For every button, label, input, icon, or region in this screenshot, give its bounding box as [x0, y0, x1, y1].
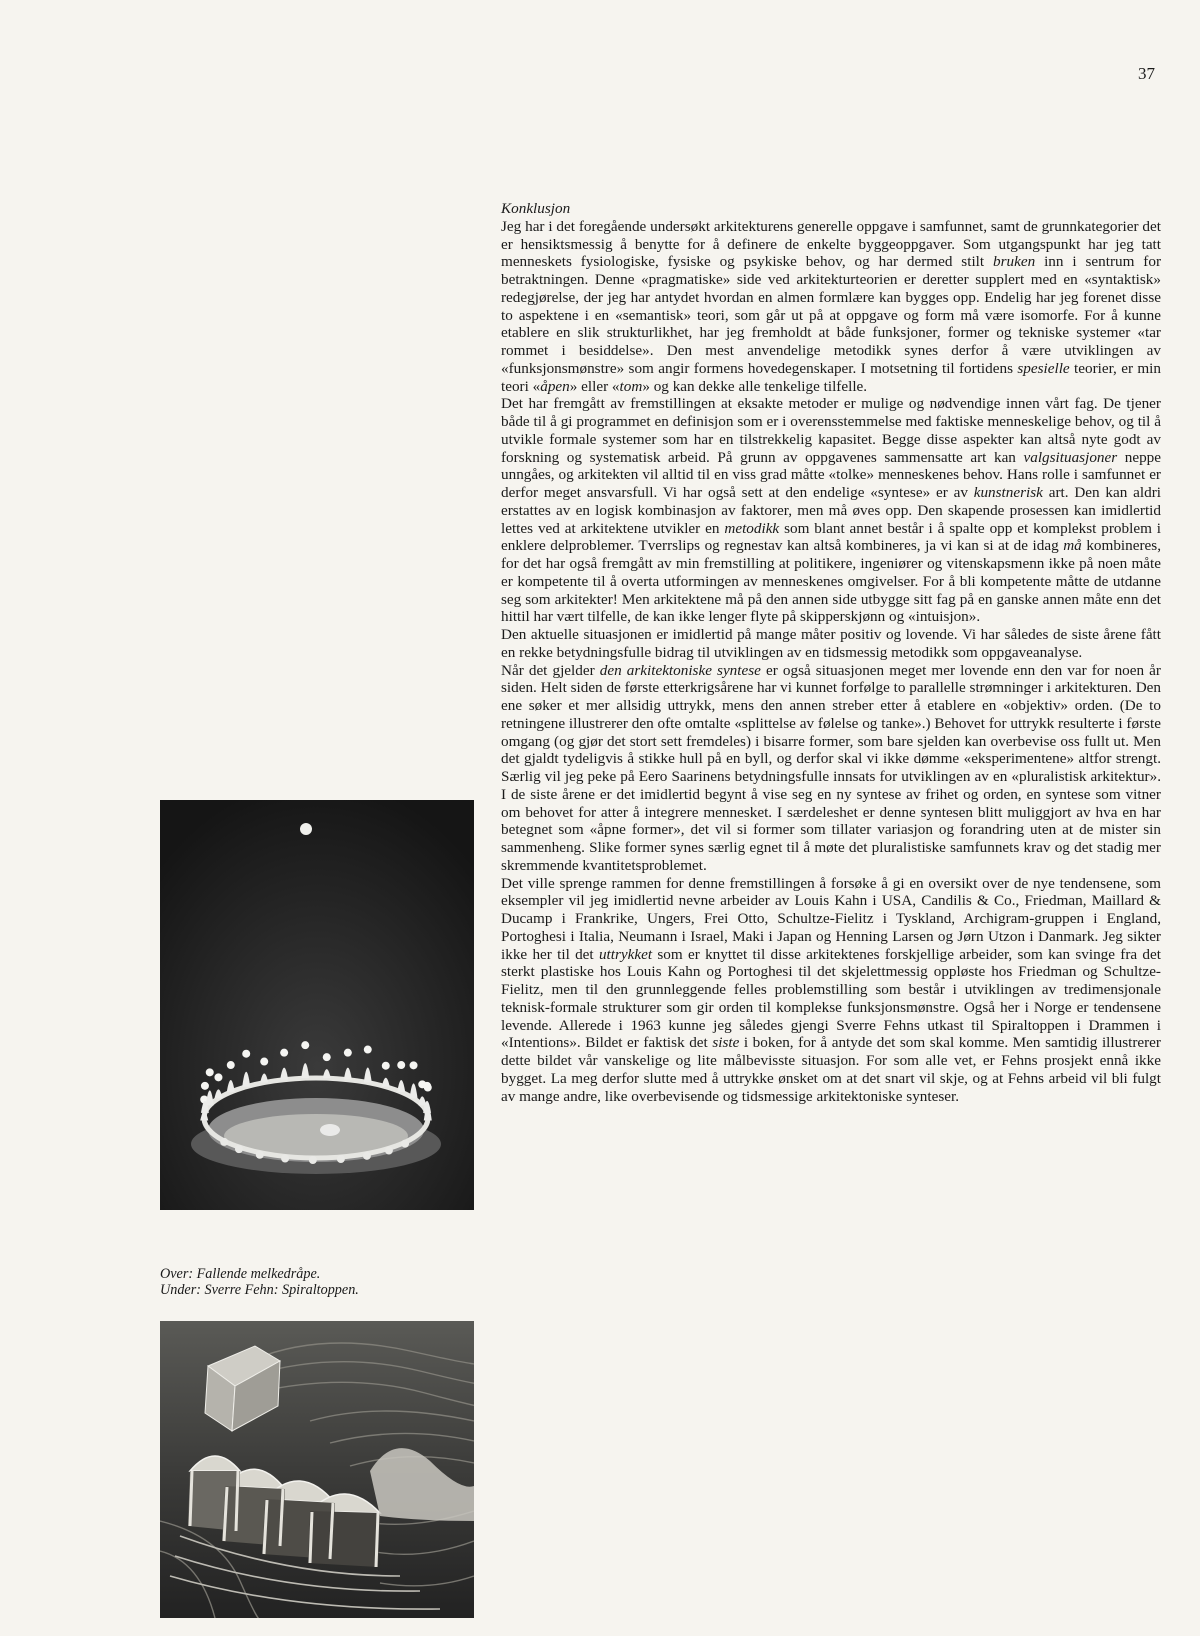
splash-highlight	[320, 1124, 340, 1136]
crown-droplet	[301, 1041, 309, 1049]
page-number: 37	[1138, 64, 1155, 83]
crown-droplet	[214, 1073, 222, 1081]
front-droplet	[337, 1155, 345, 1163]
crown-droplet	[206, 1068, 214, 1076]
spiraltoppen-model-photo	[160, 1321, 474, 1618]
crown-droplet	[424, 1084, 432, 1092]
crown-droplet	[382, 1062, 390, 1070]
crown-droplet	[242, 1050, 250, 1058]
front-droplet	[309, 1156, 317, 1164]
front-droplet	[220, 1138, 228, 1146]
paragraph-3: Den aktuelle situasjonen er imidlertid på mange måter positiv og lovende. Vi har således de siste årene fått en rekke betydningsfulle bidrag til utviklingen av en tidsmessig metodikk som oppgaveanalyse.	[501, 626, 1161, 661]
front-droplet	[235, 1145, 243, 1153]
paragraph-1: Jeg har i det foregående undersøkt arkitekturens generelle oppgave i samfunnet, samt de grunnkategorier det er hensiktsmessig å benytte for å definere de enkelte byggeoppgaver. Som utgangspunkt har jeg tatt menneskets fysiologiske, fysiske og psykiske behov, og har dermed stilt bruken inn i sentrum for betraktningen. Denne «pragmatiske» side ved arkitekturteorien er deretter supplert med en «syntaktisk» redegjørelse, der jeg har antydet hvordan en almen formlære kan bygges opp. Endelig har jeg forenet disse to aspektene i en «semantisk» teori, som går ut på at oppgave og form må være isomorfe. For å kunne etablere en slik strukturlikhet, har jeg fremholdt at både funksjoner, former og tekniske systemer «tar rommet i besiddelse». Den mest anvendelige metodikk synes derfor å være utviklingen av «funksjonsmønstre» som angir formens hovedegenskaper. I motsetning til fortidens spesielle teorier, er min teori «åpen» eller «tom» og kan dekke alle tenkelige tilfelle.	[501, 217, 1162, 395]
crown-droplet	[201, 1082, 209, 1090]
crown-droplet	[410, 1061, 418, 1069]
section-heading: Konklusjon	[501, 200, 571, 217]
front-droplet	[363, 1152, 371, 1160]
crown-droplet	[344, 1049, 352, 1057]
front-droplet	[256, 1151, 264, 1159]
front-droplet	[385, 1147, 393, 1155]
crown-droplet	[397, 1061, 405, 1069]
crown-droplet	[227, 1061, 235, 1069]
paragraph-5: Det ville sprenge rammen for denne fremstillingen å forsøke å gi en oversikt over de nye tendensene, som eksempler vil jeg imidlertid nevne arbeider av Louis Kahn i USA, Candilis & Co., Friedman, Maillard & Ducamp i Frankrike, Ungers, Frei Otto, Schultze-Fielitz i Tyskland, Archigram-gruppen i England, Portoghesi i Italia, Neumann i Israel, Maki i Japan og Henning Larsen og Jørn Utzon i Danmark. Jeg sikter ikke her til det uttrykket som er knyttet til disse arkitektenes forskjellige arbeider, som kan svinge fra det sterkt plastiske hos Louis Kahn og Portoghesi til det skjelettmessig oppløste hos Friedman og Schultze-Fielitz, men til den grunnleggende felles problemstilling som består i utviklingen av tredimensjonale teknisk-formale strukturer som gir orden til komplekse funksjonsmønstre. Også her i Norge er tendensene levende. Allerede i 1963 kunne jeg således gjengi Sverre Fehns utkast til Spiraltoppen i Drammen i «Intentions». Bildet er faktisk det siste i boken, for å antyde det som skal komme. Men samtidig illustrerer dette bildet vår vanskelige og lite målbevisste situasjon. For som alle vet, er Fehns prosjekt ennå ikke bygget. La meg derfor slutte med å uttrykke ønsket om at det snart vil skje, og at Fehns arbeid vil bli fulgt av mange andre, like overbevisende og tidsmessige arkitektoniske synteser.	[501, 874, 1161, 1105]
crown-droplet	[364, 1046, 372, 1054]
paragraph-2: Det har fremgått av fremstillingen at eksakte metoder er mulige og nødvendige innen vårt fag. De tjener både til å gi programmet en definisjon som er i overensstemmelse med faktiske menneskelige behov, og til å utvikle formale systemer som har en tilstrekkelig kapasitet. Begge disse aspekter kan altså nyte godt av forskning og systematisk arbeid. På grunn av oppgavenes sammensatte art kan valgsituasjoner neppe unngåes, og arkitekten vil alltid til en viss grad måtte «tolke» menneskenes behov. Hans rolle i samfunnet er derfor meget ansvarsfull. Vi har også sett at den endelige «syntese» er av kunstnerisk art. Den kan aldri erstattes av en logisk kombinasjon av faktorer, men må øves opp. Den skapende prosessen kan imidlertid lettes ved at arkitektene utvikler en metodikk som blant annet består i å spalte opp et komplekst problem i enklere delproblemer. Tverrslips og regnestav kan altså kombineres, ja vi kan si at de idag må kombineres, for det har også fremgått av min fremstilling at politikere, ingeniører og vitenskapsmenn ikke på noen måte er kompetente til å overta utformingen av menneskenes omgivelser. For å bli kompetente måtte de utdanne seg som arkitekter! Men arkitektene må på den annen side utbygge sitt fag på en ganske annen måte enn det hittil har vært tilfelle, de kan ikke lenger flyte på skipperskjønn og «intuisjon».	[501, 395, 1162, 626]
crown-droplet	[280, 1049, 288, 1057]
paragraph-4: Når det gjelder den arkitektoniske syntese er også situasjonen meget mer lovende enn den var for noen år siden. Helt siden de første etterkrigsårene har vi kunnet forfølge to parallelle strømninger i arkitekturen. Den ene søker et mer allsidig uttrykk, mens den annen streber etter å etablere en «objektiv» orden. (De to retningene illustrerer den ofte omtalte «splittelse av følelse og tanke».) Behovet for uttrykk resulterte i første omgang (og gjør det stort sett fremdeles) i bisarre former, som bare sjelden kan overbevise oss fullt ut. Men det gjaldt tydeligvis å stikke hull på en byll, og derfor skal vi ikke dømme «eksperimentene» altfor strengt. Særlig vil jeg peke på Eero Saarinens betydningsfulle innsats for utviklingen av en «pluralistisk arkitektur». I de siste årene er det imidlertid begynt å vise seg en ny syntese av frihet og orden, en syntese som vitner om behovet for atter å integrere mennesket. I særdeleshet er denne syntesen blitt muliggjort av hva en har betegnet som «åpne former», det vil si former som tillater variasjon og forandring uten at de mister sin sammenheng. Slike former synes særlig egnet til å møte det pluralistiske samfunnets krav og det stadig mer skremmende kvantitetsproblemet.	[501, 661, 1162, 874]
caption-bottom: Under: Sverre Fehn: Spiraltoppen.	[160, 1282, 359, 1298]
milk-drop-photo	[160, 800, 474, 1210]
front-droplet	[281, 1155, 289, 1163]
crown-droplet	[260, 1058, 268, 1066]
caption-top: Over: Fallende melkedråpe.	[160, 1266, 321, 1282]
milk-drop-ball	[300, 823, 312, 835]
crown-droplet	[323, 1053, 331, 1061]
front-droplet	[401, 1140, 409, 1148]
article-body	[501, 200, 1161, 1105]
photo-captions	[160, 1266, 480, 1298]
